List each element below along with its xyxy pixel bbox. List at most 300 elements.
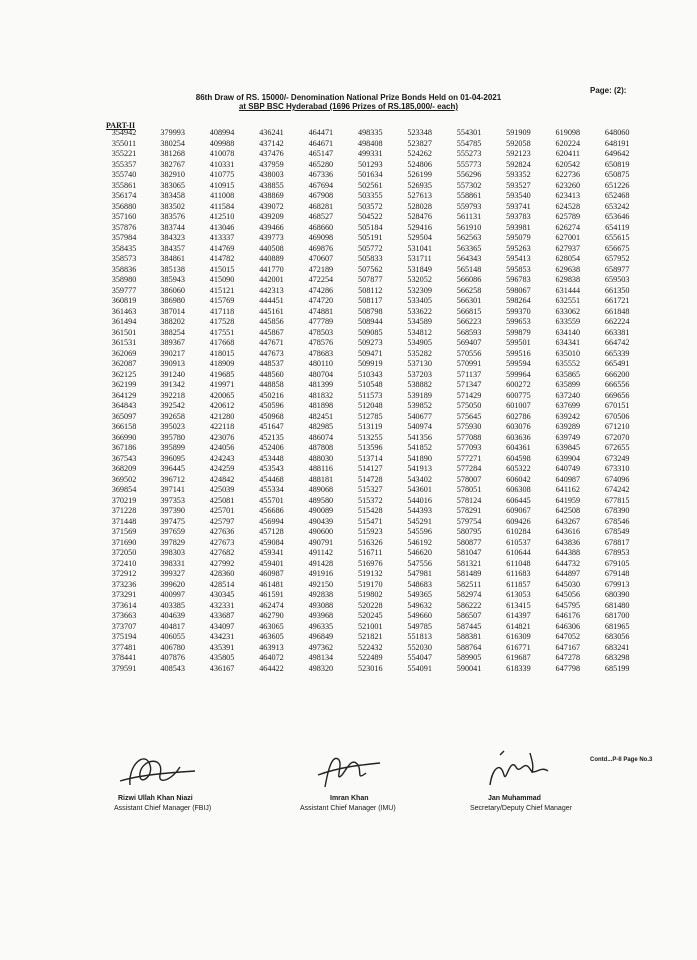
prize-number-cell: 644732 — [555, 558, 581, 568]
signature-1-icon — [110, 745, 200, 795]
prize-number-cell: 627937 — [555, 243, 581, 253]
prize-number-cell: 606042 — [506, 474, 531, 484]
prize-number-cell: 620542 — [555, 159, 581, 169]
prize-number-cell: 524262 — [407, 149, 432, 158]
table-row — [100, 286, 642, 297]
prize-number-cell: 406780 — [160, 642, 185, 652]
table-row — [100, 569, 642, 580]
prize-number-cell: 498134 — [308, 653, 334, 662]
prize-number-cell: 578124 — [456, 495, 482, 505]
prize-number-cell: 372050 — [111, 548, 137, 557]
prize-number-cell: 472189 — [308, 264, 334, 274]
prize-number-cell: 391240 — [160, 369, 185, 379]
prize-number-cell: 679913 — [604, 579, 630, 589]
prize-number-cell: 531849 — [407, 264, 432, 274]
prize-number-cell: 373236 — [111, 579, 137, 589]
prize-number-cell: 355740 — [111, 170, 137, 179]
prize-number-cell: 633062 — [555, 306, 581, 316]
prize-number-cell: 613415 — [506, 600, 531, 610]
prize-number-cell: 369502 — [111, 474, 137, 484]
prize-number-cell: 598264 — [506, 296, 531, 305]
prize-number-cell: 604361 — [506, 443, 531, 452]
prize-number-cell: 561910 — [456, 222, 482, 232]
prize-number-cell: 450596 — [259, 401, 284, 410]
table-row — [100, 139, 642, 150]
prize-number-cell: 581489 — [456, 569, 482, 578]
prize-number-cell: 528028 — [407, 201, 432, 211]
prize-number-cell: 571137 — [456, 369, 482, 379]
prize-number-cell: 460987 — [259, 569, 284, 578]
prize-number-cell: 537203 — [407, 369, 432, 379]
prize-number-cell: 395023 — [160, 422, 185, 431]
prize-number-cell: 535282 — [407, 348, 432, 358]
prize-number-cell: 683241 — [604, 642, 630, 652]
prize-number-cell: 523348 — [407, 128, 432, 137]
prize-number-cell: 577088 — [456, 432, 482, 442]
prize-number-cell: 673310 — [604, 464, 630, 473]
prize-number-cell: 575050 — [456, 401, 482, 410]
prize-number-cell: 496849 — [308, 632, 334, 641]
table-row — [100, 296, 642, 307]
prize-number-cell: 482451 — [308, 411, 334, 421]
prize-number-cell: 508112 — [358, 285, 383, 295]
prize-number-cell: 428360 — [209, 569, 235, 578]
prize-number-cell: 661848 — [604, 306, 630, 316]
prize-number-cell: 522432 — [357, 642, 383, 652]
prize-number-cell: 549365 — [407, 590, 432, 599]
prize-number-cell: 570556 — [456, 348, 482, 358]
prize-number-cell: 410331 — [209, 159, 235, 169]
prize-number-cell: 365097 — [111, 411, 137, 421]
prize-number-cell: 508117 — [358, 296, 383, 305]
prize-number-cell: 568593 — [456, 327, 482, 337]
prize-number-cell: 566223 — [456, 317, 482, 326]
prize-number-cell: 645056 — [555, 590, 581, 599]
prize-number-cell: 534589 — [407, 317, 432, 326]
prize-number-cell: 529504 — [407, 233, 432, 242]
prize-number-cell: 593783 — [506, 212, 531, 221]
prize-number-cell: 373707 — [111, 621, 137, 631]
prize-number-cell: 664742 — [604, 338, 630, 347]
prize-number-cell: 486074 — [308, 432, 334, 442]
prize-number-cell: 418015 — [209, 348, 235, 358]
prize-number-table — [100, 128, 642, 674]
prize-number-cell: 436167 — [209, 663, 235, 673]
prize-number-cell: 362069 — [111, 348, 137, 358]
prize-number-cell: 595079 — [506, 233, 531, 242]
prize-number-cell: 639904 — [555, 453, 581, 463]
signatory-3-title: Secretary/Deputy Chief Manager — [470, 805, 572, 812]
prize-number-cell: 566301 — [456, 296, 482, 305]
prize-number-cell: 410078 — [209, 149, 235, 158]
table-row — [100, 590, 642, 601]
prize-number-cell: 412510 — [209, 212, 235, 221]
prize-number-cell: 624528 — [555, 201, 581, 211]
prize-number-cell: 438003 — [259, 170, 284, 179]
table-row — [100, 580, 642, 591]
prize-number-cell: 665339 — [604, 348, 630, 358]
prize-number-cell: 371228 — [111, 506, 137, 515]
prize-number-cell: 509085 — [357, 327, 383, 337]
prize-number-cell: 658977 — [604, 264, 630, 274]
prize-number-cell: 642508 — [555, 506, 581, 515]
prize-number-cell: 474286 — [308, 285, 334, 295]
prize-number-cell: 593741 — [506, 201, 531, 211]
prize-number-cell: 505191 — [357, 233, 383, 242]
prize-number-cell: 357160 — [111, 212, 137, 221]
prize-number-cell: 643616 — [555, 527, 581, 536]
prize-number-cell: 613053 — [506, 590, 531, 599]
table-row — [100, 254, 642, 265]
prize-number-cell: 533622 — [407, 306, 432, 316]
prize-number-cell: 519132 — [357, 569, 383, 578]
prize-number-cell: 513255 — [357, 432, 383, 442]
prize-number-cell: 589905 — [456, 653, 482, 662]
table-row — [100, 559, 642, 570]
prize-number-cell: 510343 — [357, 369, 383, 379]
prize-number-cell: 358435 — [111, 243, 137, 253]
prize-number-cell: 592123 — [506, 149, 531, 158]
prize-number-cell: 647278 — [555, 653, 581, 662]
prize-number-cell: 435391 — [209, 642, 235, 652]
prize-number-cell: 559793 — [456, 201, 482, 211]
prize-number-cell: 669656 — [604, 390, 630, 400]
prize-number-cell: 644388 — [555, 548, 581, 557]
signatory-1-title: Assistant Chief Manager (FBIJ) — [114, 805, 212, 812]
prize-number-cell: 504522 — [357, 212, 383, 221]
prize-number-cell: 435805 — [209, 653, 235, 662]
prize-number-cell: 650819 — [604, 159, 630, 169]
prize-number-cell: 582511 — [456, 579, 482, 589]
prize-number-cell: 372410 — [111, 558, 137, 568]
prize-number-cell: 467336 — [308, 170, 334, 179]
prize-number-cell: 355357 — [111, 159, 137, 169]
prize-number-cell: 377481 — [111, 642, 137, 652]
prize-number-cell: 590041 — [456, 663, 482, 673]
prize-number-cell: 578051 — [456, 485, 482, 494]
prize-number-cell: 404817 — [160, 621, 185, 631]
prize-number-cell: 647798 — [555, 663, 581, 673]
table-row — [100, 380, 642, 391]
table-row — [100, 485, 642, 496]
prize-number-cell: 599594 — [506, 359, 531, 368]
prize-number-cell: 534905 — [407, 338, 432, 347]
prize-number-cell: 519170 — [357, 579, 383, 589]
prize-number-cell: 480110 — [308, 359, 333, 368]
prize-number-cell: 505184 — [357, 222, 383, 232]
prize-number-cell: 379591 — [111, 663, 137, 673]
table-row — [100, 275, 642, 286]
prize-number-cell: 610644 — [506, 548, 531, 557]
prize-number-cell: 366158 — [111, 422, 137, 431]
prize-number-cell: 362199 — [111, 380, 137, 389]
prize-number-cell: 581047 — [456, 548, 482, 557]
continued-note: Contd...P-II Page No.3 — [590, 757, 653, 763]
prize-number-cell: 358836 — [111, 264, 137, 274]
table-row — [100, 338, 642, 349]
prize-number-cell: 447671 — [259, 338, 284, 347]
table-row — [100, 433, 642, 444]
prize-number-cell: 653646 — [604, 212, 630, 221]
prize-number-cell: 498408 — [357, 138, 383, 148]
prize-number-cell: 361531 — [111, 338, 137, 347]
prize-number-cell: 411008 — [209, 191, 235, 200]
prize-number-cell: 357984 — [111, 233, 137, 242]
prize-number-cell: 420065 — [209, 390, 235, 400]
prize-number-cell: 586507 — [456, 611, 482, 620]
prize-number-cell: 649642 — [604, 149, 630, 158]
prize-number-cell: 635865 — [555, 369, 581, 379]
prize-number-cell: 371690 — [111, 537, 137, 547]
prize-number-cell: 603636 — [506, 432, 531, 442]
prize-number-cell: 632551 — [555, 296, 581, 305]
prize-number-cell: 361501 — [111, 327, 137, 337]
prize-number-cell: 468281 — [308, 201, 334, 211]
prize-number-cell: 619098 — [555, 128, 581, 137]
prize-number-cell: 545596 — [407, 527, 432, 536]
prize-number-cell: 640987 — [555, 474, 581, 484]
prize-number-cell: 644897 — [555, 569, 581, 578]
prize-number-cell: 577093 — [456, 443, 482, 452]
prize-number-cell: 448858 — [259, 380, 284, 389]
prize-number-cell: 575645 — [456, 411, 482, 421]
table-row — [100, 632, 642, 643]
prize-number-cell: 403385 — [160, 600, 185, 610]
prize-number-cell: 477789 — [308, 317, 334, 326]
prize-number-cell: 425797 — [209, 516, 235, 526]
prize-number-cell: 383744 — [160, 222, 185, 232]
prize-number-cell: 592058 — [506, 138, 531, 148]
prize-number-cell: 436241 — [259, 128, 284, 137]
prize-number-cell: 442001 — [259, 275, 284, 284]
table-row — [100, 160, 642, 171]
prize-number-cell: 419685 — [209, 369, 235, 379]
prize-number-cell: 373663 — [111, 611, 137, 620]
table-row — [100, 223, 642, 234]
prize-number-cell: 395780 — [160, 432, 185, 442]
prize-number-cell: 409988 — [209, 138, 235, 148]
table-row — [100, 422, 642, 433]
prize-number-cell: 399620 — [160, 579, 185, 589]
prize-number-cell: 450216 — [259, 390, 284, 400]
signatory-3-name: Jan Muhammad — [488, 795, 541, 802]
prize-number-cell: 635899 — [555, 380, 581, 389]
prize-number-cell: 659503 — [604, 275, 630, 284]
prize-number-cell: 498335 — [357, 128, 383, 137]
table-row — [100, 317, 642, 328]
signature-block-3 — [470, 745, 620, 825]
prize-number-cell: 515923 — [357, 527, 383, 536]
prize-number-cell: 614397 — [506, 611, 531, 620]
prize-number-cell: 661350 — [604, 285, 630, 295]
prize-number-cell: 564343 — [456, 254, 482, 263]
prize-number-cell: 571347 — [456, 380, 482, 389]
prize-number-cell: 606308 — [506, 485, 531, 494]
prize-number-cell: 629838 — [555, 275, 581, 284]
prize-number-cell: 646176 — [555, 611, 581, 620]
prize-number-cell: 355011 — [111, 138, 137, 148]
prize-number-cell: 400997 — [160, 590, 185, 599]
prize-number-cell: 508798 — [357, 306, 383, 316]
prize-number-cell: 641959 — [555, 495, 581, 505]
prize-number-cell: 417528 — [209, 317, 235, 326]
prize-number-cell: 489068 — [308, 485, 334, 494]
signatory-2-name: Imran Khan — [330, 795, 369, 802]
prize-number-cell: 599653 — [506, 317, 531, 326]
prize-number-cell: 417118 — [209, 306, 235, 316]
prize-number-cell: 440508 — [259, 243, 284, 253]
table-row — [100, 370, 642, 381]
prize-number-cell: 554091 — [407, 663, 432, 673]
prize-number-cell: 469098 — [308, 233, 334, 242]
prize-number-cell: 524806 — [407, 159, 432, 169]
prize-number-cell: 463065 — [259, 621, 284, 631]
prize-number-cell: 454468 — [259, 474, 284, 484]
prize-number-cell: 474720 — [308, 296, 334, 305]
prize-number-cell: 396712 — [160, 474, 185, 484]
prize-number-cell: 439466 — [259, 222, 284, 232]
prize-number-cell: 610537 — [506, 537, 531, 547]
prize-number-cell: 424259 — [209, 464, 235, 473]
prize-number-cell: 580877 — [456, 537, 482, 547]
prize-number-cell: 448537 — [259, 359, 284, 368]
prize-number-cell: 523016 — [357, 663, 383, 673]
prize-number-cell: 490089 — [308, 506, 334, 515]
prize-number-cell: 554047 — [407, 653, 432, 662]
prize-number-cell: 464072 — [259, 653, 284, 662]
prize-number-cell: 439072 — [259, 201, 284, 211]
prize-number-cell: 448560 — [259, 369, 284, 379]
prize-number-cell: 666556 — [604, 380, 630, 389]
prize-number-cell: 599501 — [506, 338, 531, 347]
prize-number-cell: 540677 — [407, 411, 432, 421]
prize-number-cell: 643836 — [555, 537, 581, 547]
prize-number-cell: 359777 — [111, 285, 137, 295]
prize-number-cell: 478683 — [308, 348, 334, 358]
prize-number-cell: 444451 — [259, 296, 284, 305]
prize-number-cell: 534812 — [407, 327, 432, 337]
prize-number-cell: 463605 — [259, 632, 284, 641]
prize-number-cell: 678390 — [604, 506, 630, 515]
prize-number-cell: 549660 — [407, 611, 432, 620]
prize-number-cell: 362125 — [111, 369, 137, 379]
prize-number-cell: 627001 — [555, 233, 581, 242]
prize-number-cell: 453448 — [259, 453, 284, 463]
prize-number-cell: 514728 — [357, 474, 383, 484]
prize-number-cell: 438869 — [259, 191, 284, 200]
prize-number-cell: 558861 — [456, 191, 482, 200]
prize-number-cell: 389367 — [160, 338, 185, 347]
prize-number-cell: 520228 — [357, 600, 383, 610]
prize-number-cell: 408543 — [160, 663, 185, 673]
prize-number-cell: 388254 — [160, 327, 185, 337]
prize-number-cell: 490600 — [308, 527, 334, 536]
prize-number-cell: 392658 — [160, 411, 185, 421]
table-row — [100, 212, 642, 223]
prize-number-cell: 397390 — [160, 506, 185, 515]
table-row — [100, 622, 642, 633]
prize-number-cell: 582974 — [456, 590, 482, 599]
prize-number-cell: 505833 — [357, 254, 383, 263]
prize-number-cell: 420612 — [209, 401, 235, 410]
table-row — [100, 128, 642, 139]
prize-number-cell: 685199 — [604, 663, 630, 673]
prize-number-cell: 552030 — [407, 642, 432, 652]
prize-number-cell: 515327 — [357, 485, 383, 494]
prize-number-cell: 544393 — [407, 506, 432, 515]
draw-subtitle: at SBP BSC Hyderabad (1696 Prizes of RS.185,000/- each) — [238, 102, 459, 111]
prize-number-cell: 437142 — [259, 138, 284, 148]
prize-number-cell: 481832 — [308, 390, 334, 400]
prize-number-cell: 547556 — [407, 558, 432, 568]
prize-number-cell: 505772 — [357, 243, 383, 253]
prize-number-cell: 397353 — [160, 495, 185, 505]
prize-number-cell: 382767 — [160, 159, 185, 169]
prize-number-cell: 593352 — [506, 170, 531, 179]
prize-number-cell: 640749 — [555, 464, 581, 473]
table-row — [100, 517, 642, 528]
prize-number-cell: 464671 — [308, 138, 334, 148]
prize-number-cell: 383576 — [160, 212, 185, 221]
prize-number-cell: 417551 — [209, 327, 235, 337]
prize-number-cell: 474881 — [308, 306, 334, 316]
prize-number-cell: 654119 — [605, 222, 630, 232]
prize-number-cell: 478576 — [308, 338, 334, 347]
prize-number-cell: 588381 — [456, 632, 482, 641]
prize-number-cell: 459341 — [259, 548, 284, 557]
prize-number-cell: 358980 — [111, 275, 137, 284]
prize-number-cell: 421280 — [209, 411, 235, 421]
prize-number-cell: 541913 — [407, 464, 432, 473]
prize-number-cell: 511573 — [358, 390, 383, 400]
prize-number-cell: 472254 — [308, 275, 334, 284]
prize-number-cell: 456686 — [259, 506, 284, 515]
prize-number-cell: 634140 — [555, 327, 581, 337]
prize-number-cell: 488116 — [308, 464, 333, 473]
prize-number-cell: 452135 — [259, 432, 284, 442]
prize-number-cell: 601007 — [506, 401, 531, 410]
prize-number-cell: 672070 — [604, 432, 630, 442]
prize-number-cell: 487808 — [308, 443, 334, 452]
prize-number-cell: 578007 — [456, 474, 482, 484]
prize-number-cell: 661721 — [604, 296, 630, 305]
prize-number-cell: 410775 — [209, 170, 235, 179]
prize-number-cell: 491916 — [308, 569, 334, 578]
prize-number-cell: 537130 — [407, 359, 432, 368]
prize-number-cell: 599964 — [506, 369, 531, 379]
prize-number-cell: 440889 — [259, 254, 284, 263]
prize-number-cell: 591909 — [506, 128, 531, 137]
prize-number-cell: 650875 — [604, 170, 630, 179]
prize-number-cell: 683298 — [604, 653, 630, 662]
prize-number-cell: 417668 — [209, 338, 235, 347]
table-row — [100, 307, 642, 318]
table-row — [100, 653, 642, 664]
prize-number-cell: 600272 — [506, 380, 531, 389]
prize-number-cell: 501293 — [357, 159, 383, 169]
prize-number-cell: 588764 — [456, 642, 482, 652]
prize-number-cell: 397659 — [160, 527, 185, 536]
prize-number-cell: 433687 — [209, 611, 235, 620]
table-row — [100, 391, 642, 402]
prize-number-cell: 455701 — [259, 495, 284, 505]
prize-number-cell: 410915 — [209, 180, 235, 190]
prize-number-cell: 646306 — [555, 621, 581, 631]
prize-number-cell: 415090 — [209, 275, 235, 284]
prize-number-cell: 398331 — [160, 558, 185, 568]
prize-number-cell: 515428 — [357, 506, 383, 515]
prize-number-cell: 432331 — [209, 600, 235, 610]
